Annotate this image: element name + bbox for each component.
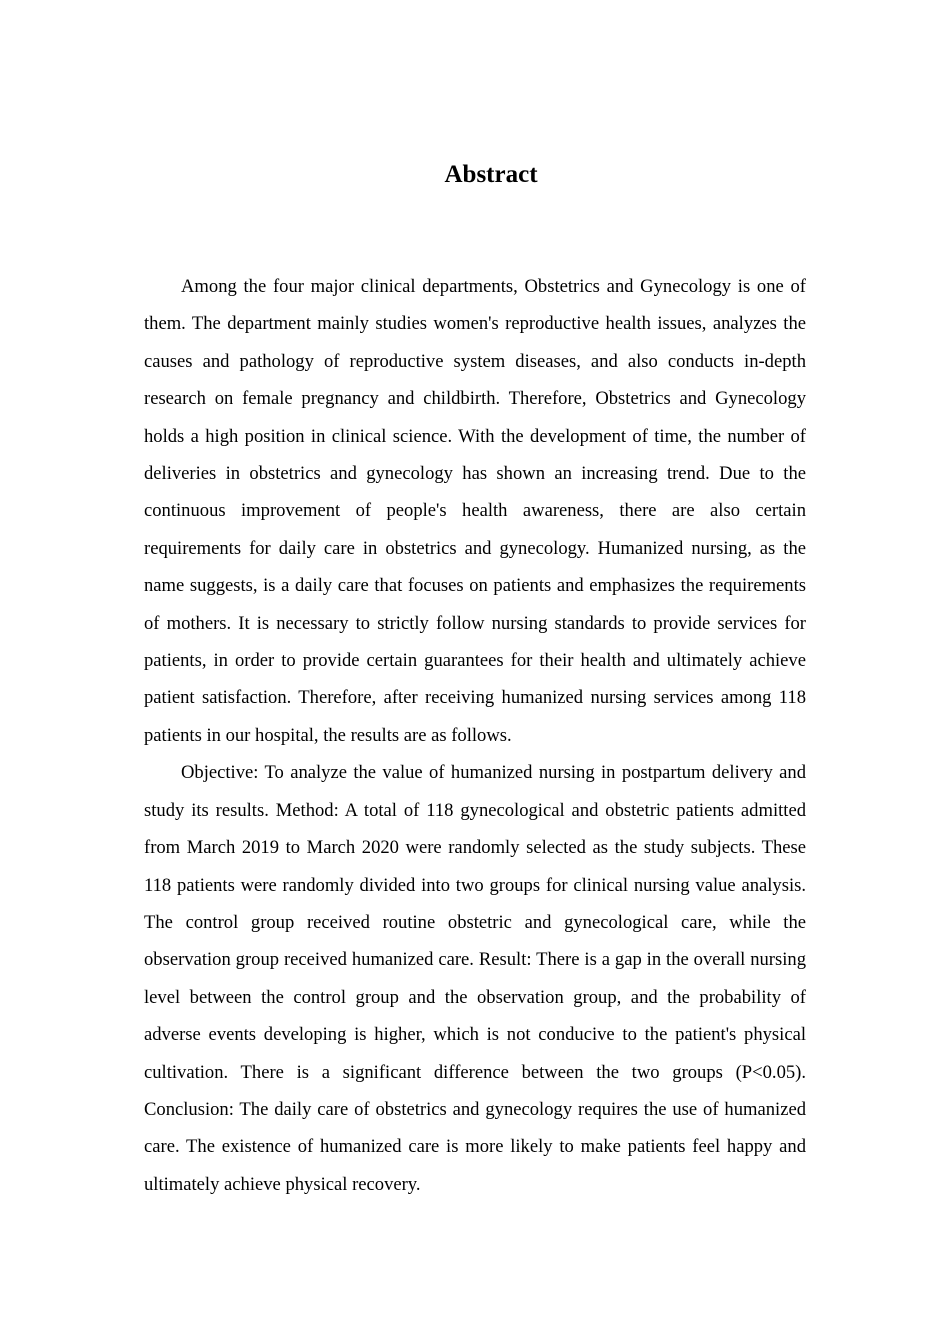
abstract-body: [144, 268, 806, 1203]
page-title: Abstract: [444, 161, 538, 188]
abstract-paragraph-objective: Objective: To analyze the value of humanized nursing in postpartum delivery and study its results. Method: A total of 118 gynecological and obstetric patients admitted from March 2019 to March 2020 were randomly selected as the study subjects. These 118 patients were randomly divided into two groups for clinical nursing value analysis. The control group received routine obstetric and gynecological care, while the observation group received humanized care. Result: There is a gap in the overall nursing level between the control group and the observation group, and the probability of adverse events developing is higher, which is not conducive to the patient's physical cultivation. There is a significant difference between the two groups (P<0.05). Conclusion: The daily care of obstetrics and gynecology requires the use of humanized care. The existence of humanized care is more likely to make patients feel happy and ultimately achieve physical recovery.: [144, 762, 806, 1195]
abstract-paragraph-background: Among the four major clinical departments, Obstetrics and Gynecology is one of them. The department mainly studies women's reproductive health issues, analyzes the causes and pathology of reproductive system diseases, and also conducts in-depth research on female pregnancy and childbirth. Therefore, Obstetrics and Gynecology holds a high position in clinical science. With the development of time, the number of deliveries in obstetrics and gynecology has shown an increasing trend. Due to the continuous improvement of people's health awareness, there are also certain requirements for daily care in obstetrics and gynecology. Humanized nursing, as the name suggests, is a daily care that focuses on patients and emphasizes the requirements of mothers. It is necessary to strictly follow nursing standards to provide services for patients, in order to provide certain guarantees for their health and ultimately achieve patient satisfaction. Therefore, after receiving humanized nursing services among 118 patients in our hospital, the results are as follows.: [144, 276, 806, 746]
